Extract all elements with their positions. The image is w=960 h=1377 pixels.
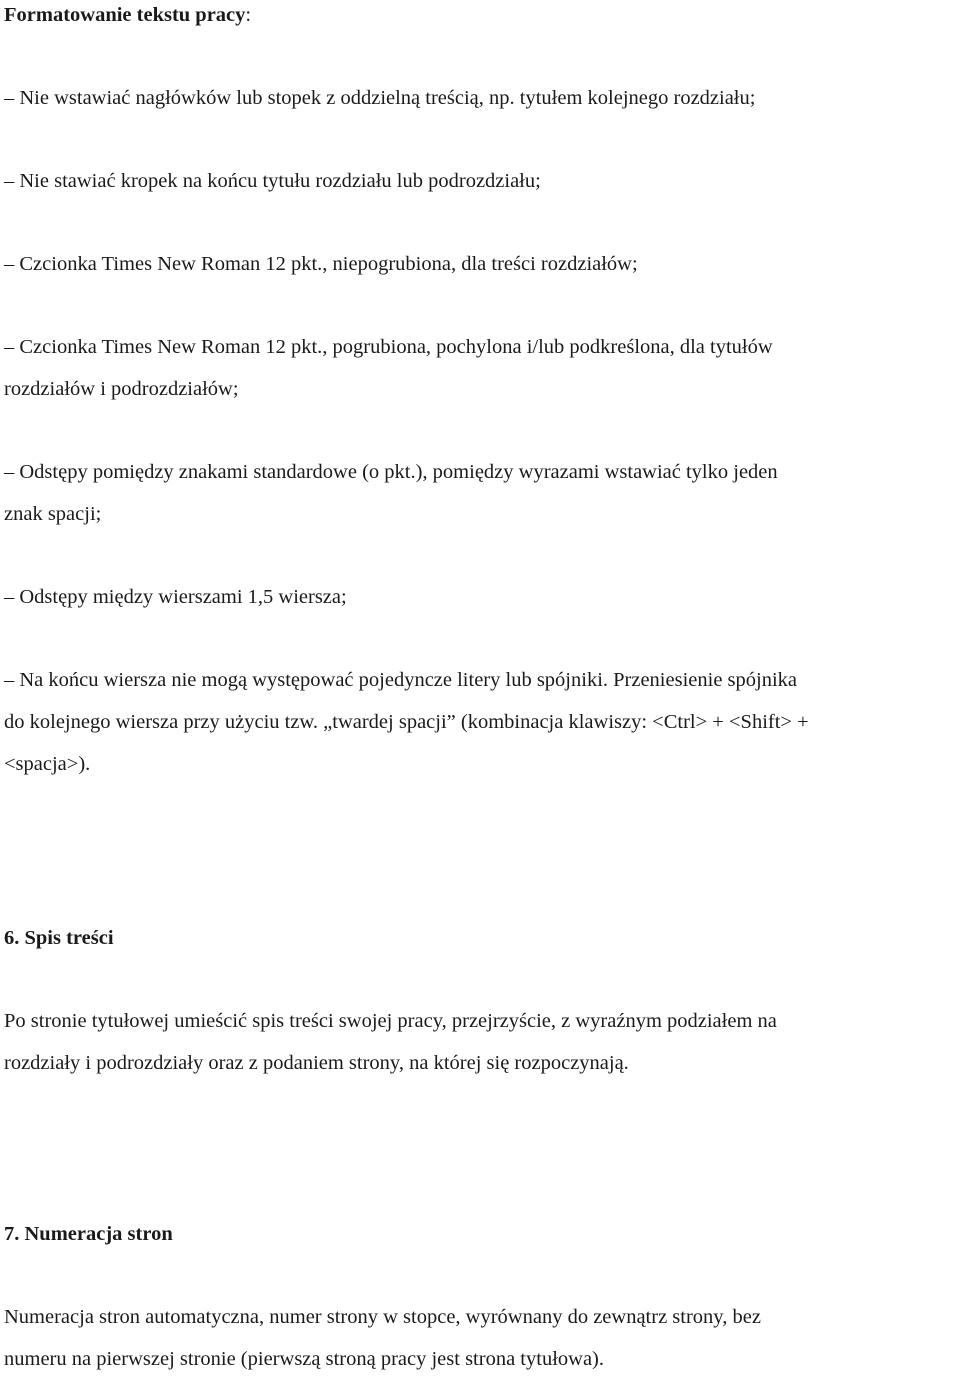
section-7-paragraph-line-1: Numeracja stron automatyczna, numer strony w stopce, wyrównany do zewnątrz strony, bez (4, 1306, 761, 1328)
formatting-heading (4, 5, 251, 26)
formatting-item-6: – Odstępy między wierszami 1,5 wiersza; (4, 586, 347, 608)
formatting-item-7-line-1: – Na końcu wiersza nie mogą występować pojedyncze litery lub spójniki. Przeniesienie spójnika (4, 669, 798, 691)
formatting-item-1: – Nie wstawiać nagłówków lub stopek z oddzielną treścią, np. tytułem kolejnego rozdziału; (4, 87, 756, 109)
formatting-item-4-line-1: – Czcionka Times New Roman 12 pkt., pogrubiona, pochylona i/lub podkreślona, dla tytułów (4, 336, 773, 358)
formatting-item-5-line-2: znak spacji; (4, 503, 102, 525)
section-6-paragraph-line-1: Po stronie tytułowej umieścić spis treści swojej pracy, przejrzyście, z wyraźnym podziałem na (4, 1010, 777, 1032)
section-7-heading: 7. Numeracja stron (4, 1223, 173, 1245)
section-7-paragraph-line-2: numeru na pierwszej stronie (pierwszą stroną pracy jest strona tytułowa). (4, 1348, 604, 1370)
formatting-item-3: – Czcionka Times New Roman 12 pkt., niepogrubiona, dla treści rozdziałów; (4, 253, 638, 275)
formatting-item-5-line-1: – Odstępy pomiędzy znakami standardowe (o pkt.), pomiędzy wyrazami wstawiać tylko jeden (4, 461, 778, 483)
formatting-heading-colon: : (245, 4, 252, 26)
formatting-heading-text: Formatowanie tekstu pracy (4, 4, 246, 26)
formatting-item-7-line-3: <spacja>). (4, 753, 91, 775)
section-6-heading: 6. Spis treści (4, 927, 114, 949)
formatting-item-2: – Nie stawiać kropek na końcu tytułu rozdziału lub podrozdziału; (4, 170, 541, 192)
formatting-item-4-line-2: rozdziałów i podrozdziałów; (4, 378, 239, 400)
section-6-paragraph-line-2: rozdziały i podrozdziały oraz z podaniem strony, na której się rozpoczynają. (4, 1052, 629, 1074)
formatting-item-7-line-2: do kolejnego wiersza przy użyciu tzw. „twardej spacji” (kombinacja klawiszy: <Ctrl> + <Shift> + (4, 711, 809, 733)
